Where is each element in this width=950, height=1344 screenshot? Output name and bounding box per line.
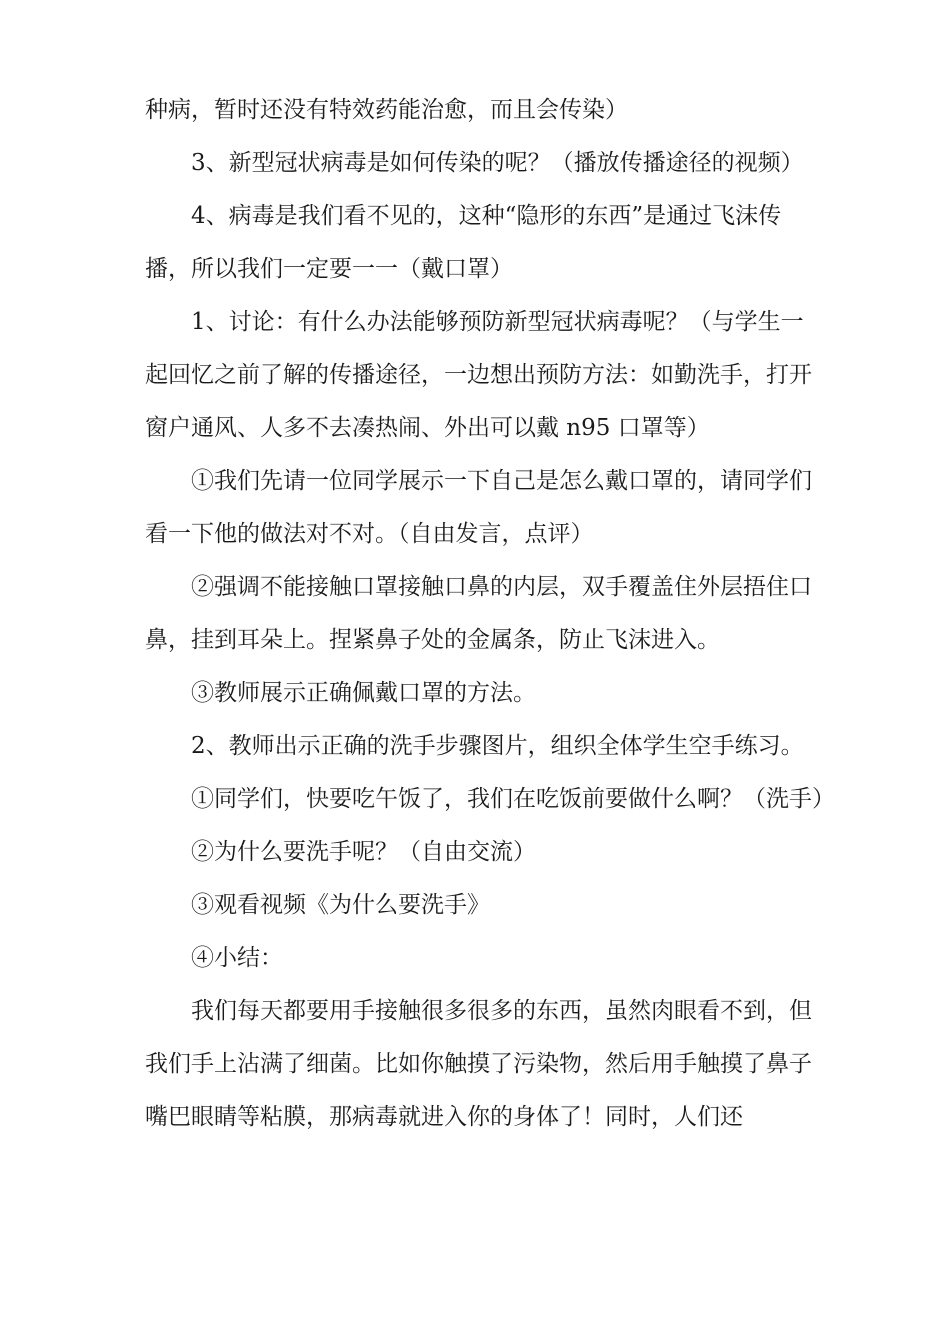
paragraph-summary-heading: ④小结： <box>191 945 283 971</box>
paragraph-droplet-spread: 4、病毒是我们看不见的，这种“隐形的东西”是通过飞沫传播，所以我们一定要一一（戴口罩） <box>145 203 782 282</box>
paragraph-why-wash: ②为什么要洗手呢？（自由交流） <box>191 839 536 865</box>
paragraph-mask-demo-teacher: ③教师展示正确佩戴口罩的方法。 <box>191 680 536 706</box>
paragraph-handwash-steps: 2、教师出示正确的洗手步骤图片，组织全体学生空手练习。 <box>191 733 804 759</box>
paragraph-watch-video: ③观看视频《为什么要洗手》 <box>191 892 490 918</box>
paragraph-transmission-question: 3、新型冠状病毒是如何传染的呢？（播放传播途径的视频） <box>191 150 804 176</box>
paragraph-mask-demo-student: ①我们先请一位同学展示一下自己是怎么戴口罩的，请同学们看一下他的做法对不对。（自由发言，点评） <box>145 468 812 547</box>
paragraph-summary-body: 我们每天都要用手接触很多很多的东西，虽然肉眼看不到，但我们手上沾满了细菌。比如你触摸了污染物，然后用手触摸了鼻子嘴巴眼睛等粘膜，那病毒就进入你的身体了！同时，人们还 <box>145 998 812 1130</box>
paragraph-prevention-discussion: 1、讨论：有什么办法能够预防新型冠状病毒呢？（与学生一起回忆之前了解的传播途径，一边想出预防方法：如勤洗手，打开窗户通风、人多不去凑热闹、外出可以戴 n95 口罩等） <box>145 309 812 441</box>
paragraph-continuation: 种病，暂时还没有特效药能治愈，而且会传染） <box>145 97 628 123</box>
paragraph-mask-inner-layer: ②强调不能接触口罩接触口鼻的内层，双手覆盖住外层捂住口鼻，挂到耳朵上。捏紧鼻子处的金属条，防止飞沫进入。 <box>145 574 812 653</box>
paragraph-before-lunch: ①同学们，快要吃午饭了，我们在吃饭前要做什么啊？（洗手） <box>191 786 835 812</box>
document-body <box>145 84 835 1144</box>
